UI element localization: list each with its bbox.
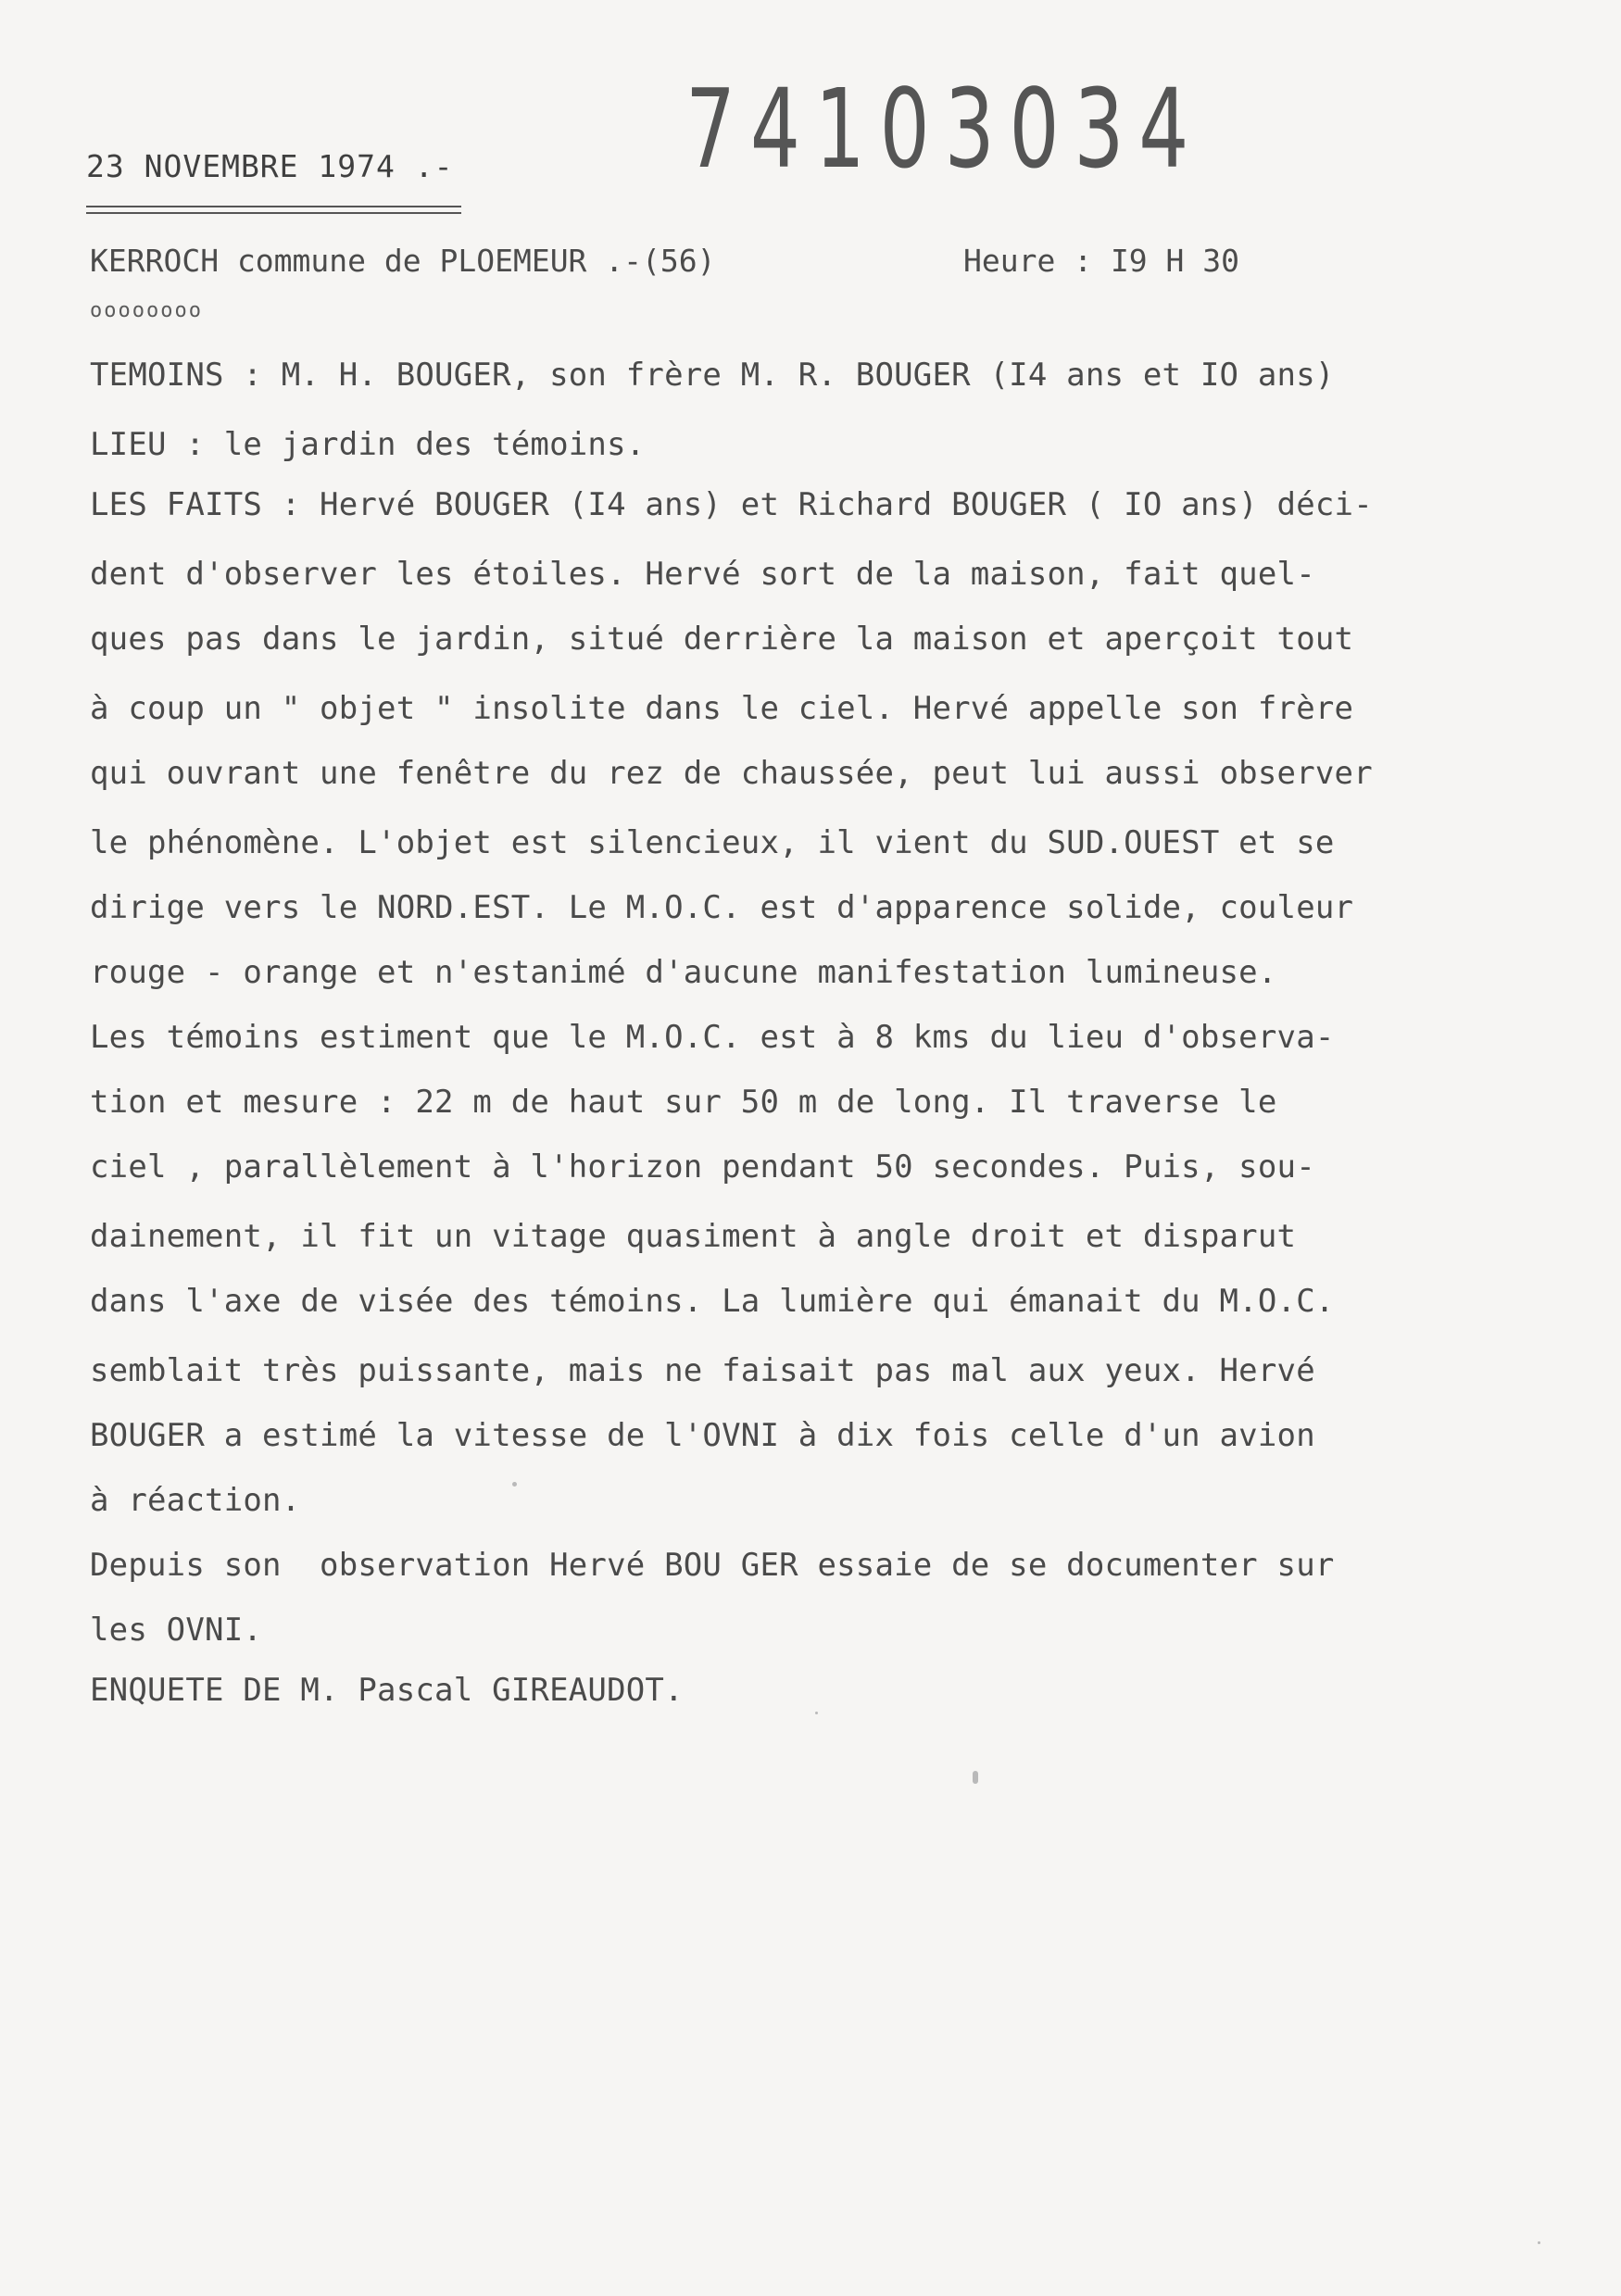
body-line: Depuis son observation Hervé BOU GER essaie de se documenter sur	[90, 1547, 1335, 1584]
body-line: ENQUETE DE M. Pascal GIREAUDOT.	[90, 1672, 684, 1709]
body-line: dainement, il fit un vitage quasiment à angle droit et disparut	[90, 1218, 1297, 1255]
body-line: à coup un " objet " insolite dans le ciel. Hervé appelle son frère	[90, 690, 1354, 727]
body-line: à réaction.	[90, 1482, 301, 1519]
body-line: tion et mesure : 22 m de haut sur 50 m de long. Il traverse le	[90, 1084, 1277, 1121]
body-line: Les témoins estiment que le M.O.C. est à 8 kms du lieu d'observa-	[90, 1019, 1335, 1056]
body-line: dirige vers le NORD.EST. Le M.O.C. est d'apparence solide, couleur	[90, 889, 1354, 926]
report-date: 23 NOVEMBRE 1974 .-	[86, 148, 454, 184]
body-line: le phénomène. L'objet est silencieux, il vient du SUD.OUEST et se	[90, 824, 1335, 861]
scan-speck	[815, 1712, 818, 1714]
date-underline-1	[86, 206, 461, 207]
date-underline-2	[86, 212, 461, 214]
time-of-observation: Heure : I9 H 30	[963, 243, 1240, 279]
body-line: rouge - orange et n'estanimé d'aucune manifestation lumineuse.	[90, 954, 1277, 991]
location-line: KERROCH commune de PLOEMEUR .-(56)	[90, 243, 716, 279]
reference-number: 74103034	[685, 65, 1204, 193]
body-line: LES FAITS : Hervé BOUGER (I4 ans) et Richard BOUGER ( IO ans) déci-	[90, 486, 1373, 523]
scan-speck	[973, 1771, 978, 1784]
scan-speck	[512, 1482, 517, 1487]
body-line: qui ouvrant une fenêtre du rez de chaussée, peut lui aussi observer	[90, 755, 1373, 792]
body-line: semblait très puissante, mais ne faisait pas mal aux yeux. Hervé	[90, 1352, 1315, 1389]
body-line: ques pas dans le jardin, situé derrière la maison et aperçoit tout	[90, 621, 1354, 658]
body-line: dans l'axe de visée des témoins. La lumière qui émanait du M.O.C.	[90, 1283, 1335, 1320]
body-line: ciel , parallèlement à l'horizon pendant 50 secondes. Puis, sou-	[90, 1148, 1315, 1186]
body-line: LIEU : le jardin des témoins.	[90, 426, 646, 463]
body-line: BOUGER a estimé la vitesse de l'OVNI à dix fois celle d'un avion	[90, 1417, 1315, 1454]
body-line: TEMOINS : M. H. BOUGER, son frère M. R. BOUGER (I4 ans et IO ans)	[90, 357, 1335, 394]
location-underline-dots: oooooooo	[90, 299, 203, 322]
scan-speck	[1538, 2241, 1540, 2244]
body-line: les OVNI.	[90, 1612, 263, 1649]
body-line: dent d'observer les étoiles. Hervé sort de la maison, fait quel-	[90, 556, 1315, 593]
